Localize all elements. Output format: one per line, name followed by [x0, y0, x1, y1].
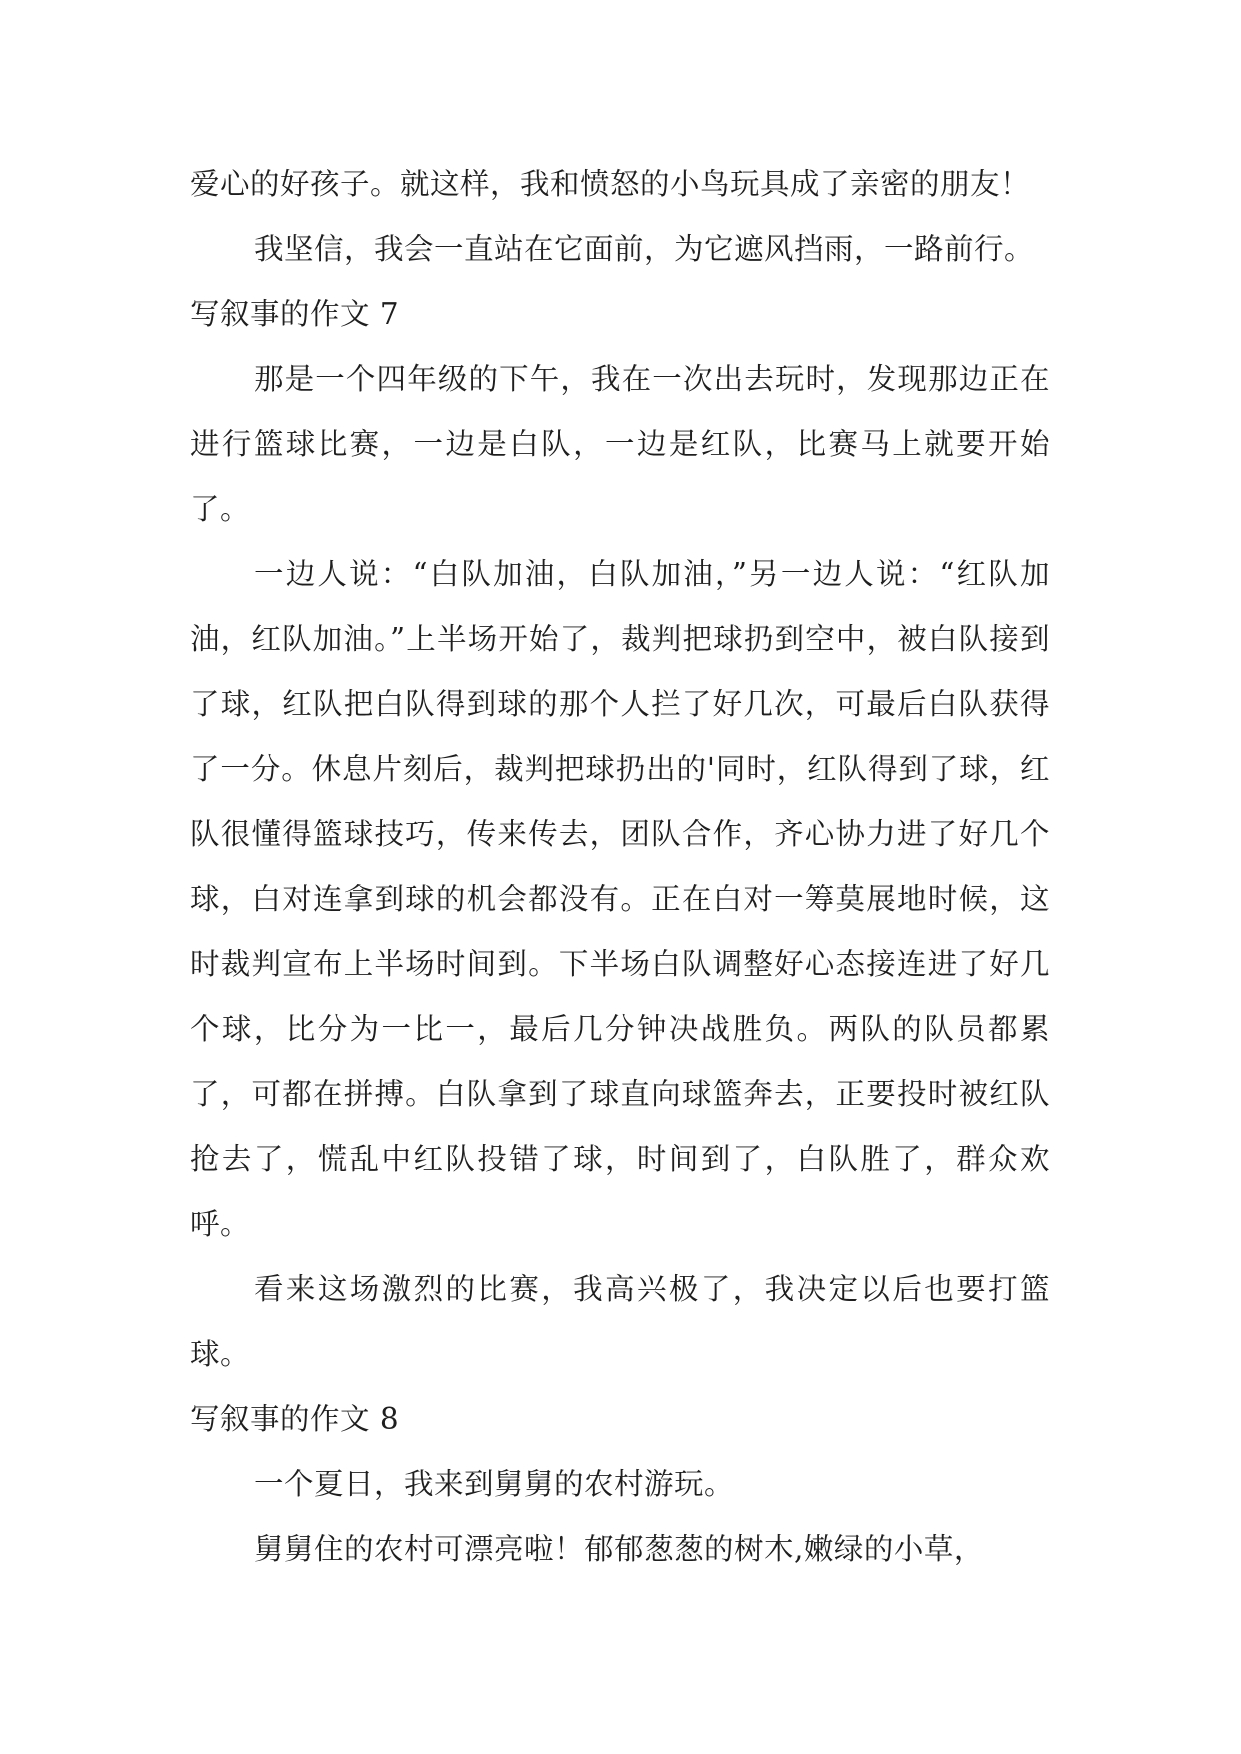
section-heading: 写叙事的作文 8 [190, 1402, 400, 1436]
paragraph: 我坚信，我会一直站在它面前，为它遮风挡雨，一路前行。 [254, 232, 1035, 266]
paragraph: 一边人说：“白队加油，白队加油，”另一边人说：“红队加油，红队加油。”上半场开始了，裁判把球扔到空中，被白队接到了球，红队把白队得到球的那个人拦了好几次，可最后白队获得了一分。休息片刻后，裁判把球扔出的'同时，红队得到了球，红队很懂得篮球技巧，传来传去，团队合作，齐心协力进了好几个球，白对连拿到球的机会都没有。正在白对一筹莫展地时候，这时裁判宣布上半场时间到。下半场白队调整好心态接连进了好几个球，比分为一比一，最后几分钟决战胜负。两队的队员都累了，可都在拼搏。白队拿到了球直向球篮奔去，正要投时被红队抢去了，慌乱中红队投错了球，时间到了，白队胜了，群众欢呼。 [190, 557, 1050, 1241]
paragraph: 爱心的好孩子。就这样，我和愤怒的小鸟玩具成了亲密的朋友！ [190, 167, 1031, 201]
document-page [190, 152, 1050, 1582]
paragraph: 一个夏日，我来到舅舅的农村游玩。 [254, 1467, 735, 1501]
paragraph: 看来这场激烈的比赛，我高兴极了，我决定以后也要打篮球。 [190, 1272, 1050, 1371]
section-heading: 写叙事的作文 7 [190, 297, 400, 331]
paragraph: 那是一个四年级的下午，我在一次出去玩时，发现那边正在进行篮球比赛，一边是白队，一边是红队，比赛马上就要开始了。 [190, 362, 1050, 526]
paragraph: 舅舅住的农村可漂亮啦！郁郁葱葱的树木,嫩绿的小草， [254, 1532, 984, 1566]
